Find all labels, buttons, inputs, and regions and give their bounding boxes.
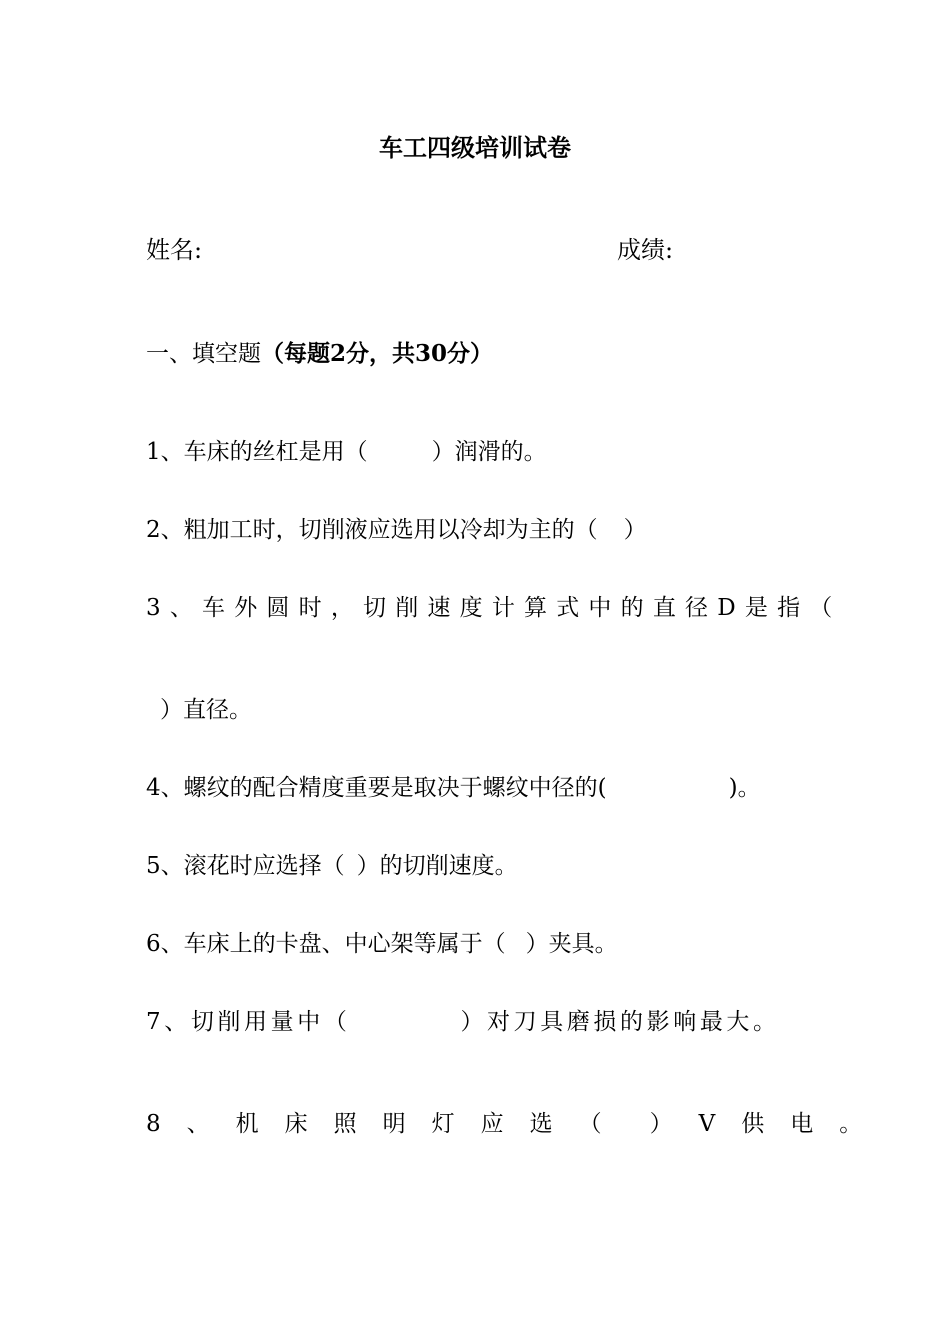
- question-3: 3、车外圆时，切削速度计算式中的直径D是指（: [146, 595, 842, 621]
- question-text: ）的切削速度。: [356, 853, 518, 879]
- question-text: ）: [623, 517, 647, 543]
- question-text: 8、机床照明灯应选（: [146, 1111, 628, 1137]
- question-7: [146, 1008, 780, 1036]
- question-6: [146, 930, 618, 958]
- question-text: 1、车床的丝杠是用（: [146, 439, 368, 465]
- question-8: [146, 1110, 888, 1138]
- question-text: 4、螺纹的配合精度重要是取决于螺纹中径的(: [146, 775, 607, 801]
- question-text: ）夹具。: [525, 931, 618, 957]
- question-text: 6、车床上的卡盘、中心架等属于（: [146, 931, 506, 957]
- question-text: )。: [728, 775, 761, 801]
- question-3-continued: ）直径。: [160, 697, 252, 723]
- question-1: [146, 438, 547, 466]
- question-text: 2、粗加工时，切削液应选用以冷却为主的（: [146, 517, 598, 543]
- section-heading: [146, 340, 493, 368]
- question-text: 5、滚花时应选择（: [146, 853, 345, 879]
- section-title: 一、填空题: [146, 341, 261, 367]
- page-title: 车工四级培训试卷: [379, 133, 571, 162]
- question-2: [146, 516, 647, 544]
- name-label: 姓名:: [146, 236, 203, 264]
- score-label: 成绩:: [617, 236, 674, 264]
- question-4: [146, 774, 761, 802]
- section-points: （每题2分，共30分）: [261, 340, 494, 367]
- question-text: ）润滑的。: [431, 439, 547, 465]
- question-text: ）V供电。: [649, 1111, 889, 1137]
- question-text: 7、切削用量中（: [146, 1009, 351, 1035]
- question-text: ）对刀具磨损的影响最大。: [460, 1009, 780, 1035]
- question-5: [146, 852, 518, 880]
